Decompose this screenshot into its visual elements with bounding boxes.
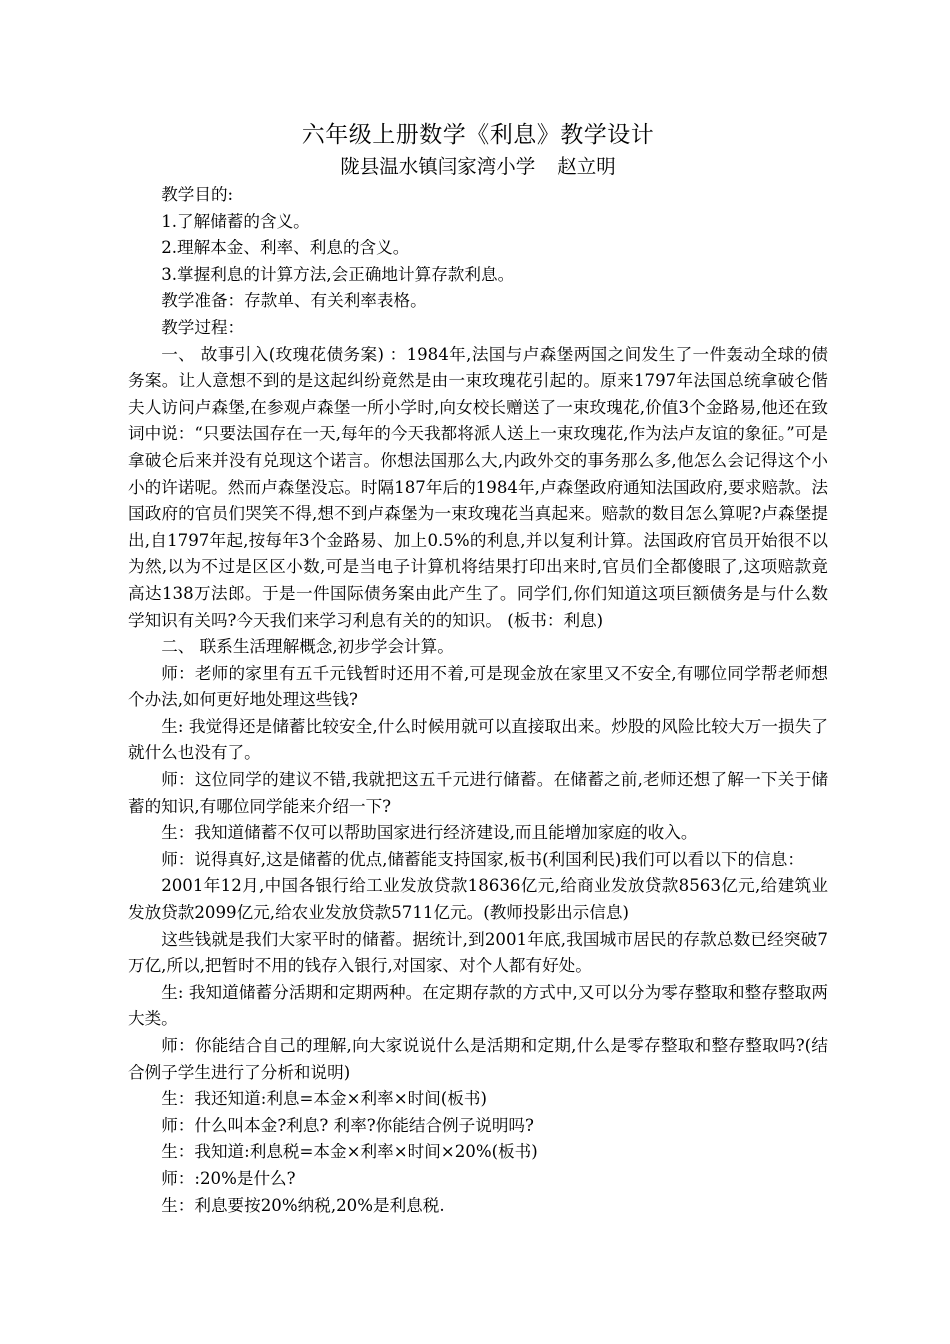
document-body: [128, 182, 828, 1219]
document-title: 六年级上册数学《利息》教学设计: [301, 122, 655, 148]
paragraph-objective-2: 2.理解本金、利率、利息的含义。: [161, 238, 410, 258]
paragraph-dialogue: 生：我还知道:利息=本金×利率×时间(板书): [161, 1089, 487, 1109]
paragraph-savings-stats: 这些钱就是我们大家平时的储蓄。据统计,到2001年底,我国城市居民的存款总数已经突破7万亿,所以,把暂时不用的钱存入银行,对国家、对个人都有好处。: [128, 929, 828, 976]
paragraph-dialogue: 师：老师的家里有五千元钱暂时还用不着,可是现金放在家里又不安全,有哪位同学帮老师想个办法,如何更好地处理这些钱?: [128, 663, 828, 710]
document-page: [128, 118, 828, 1219]
paragraph-section-2-heading: 二、 联系生活理解概念,初步学会计算。: [161, 637, 454, 657]
paragraph-objectives-heading: 教学目的:: [161, 185, 234, 204]
school-name: 陇县温水镇闫家湾小学: [340, 155, 536, 178]
document-byline: [128, 152, 828, 182]
paragraph-dialogue: 生：我知道储蓄不仅可以帮助国家进行经济建设,而且能增加家庭的收入。: [161, 823, 698, 843]
paragraph-dialogue: 师：什么叫本金?利息? 利率?你能结合例子说明吗?: [161, 1115, 534, 1135]
paragraph-dialogue: 师：说得真好,这是储蓄的优点,储蓄能支持国家,板书(利国利民)我们可以看以下的信息：: [161, 849, 804, 869]
paragraph-dialogue: 生: 我觉得还是储蓄比较安全,什么时候用就可以直接取出来。炒股的风险比较大万一损失了就什么也没有了。: [128, 716, 828, 763]
paragraph-objective-3: 3.掌握利息的计算方法,会正确地计算存款利息。: [161, 264, 515, 284]
paragraph-dialogue: 师：这位同学的建议不错,我就把这五千元进行储蓄。在储蓄之前,老师还想了解一下关于储蓄的知识,有哪位同学能来介绍一下?: [128, 770, 828, 816]
paragraph-preparation: 教学准备：存款单、有关利率表格。: [161, 291, 427, 311]
paragraph-story-intro: 一、 故事引入(玫瑰花债务案) ：1984年,法国与卢森堡两国之间发生了一件轰动全球的债务案。让人意想不到的是这起纠纷竟然是由一束玫瑰花引起的。原来1797年法国总统拿破仑偕夫人访问卢森堡,在参观卢森堡一所小学时,向女校长赠送了一束玫瑰花,价值3个金路易,他还在致词中说：“只要法国存在一天,每年的今天我都将派人送上一束玫瑰花,作为法卢友谊的象征。”可是拿破仑后来并没有兑现这个诺言。你想法国那么大,内政外交的事务那么多,他怎么会记得这个小小的许诺呢。然而卢森堡没忘。时隔187年后的1984年,卢森堡政府通知法国政府,要求赔款。法国政府的官员们哭笑不得,想不到卢森堡为一束玫瑰花当真起来。赔款的数目怎么算呢?卢森堡提出,自1797年起,按每年3个金路易、加上0.5%的利息,并以复利计算。法国政府官员开始很不以为然,以为不过是区区小数,可是当电子计算机将结果打印出来时,官员们全都傻眼了,这项赔款竟高达138万法郎。于是一件国际债务案由此产生了。同学们,你们知道这项巨额债务是与什么数学知识有关吗?今天我们来学习利息有关的的知识。 (板书：利息): [128, 344, 828, 630]
paragraph-objective-1: 1.了解储蓄的含义。: [161, 211, 310, 231]
paragraph-process-heading: 教学过程：: [161, 317, 245, 337]
paragraph-dialogue: 生：我知道:利息税=本金×利率×时间×20%(板书): [161, 1142, 538, 1162]
paragraph-dialogue: 师：你能结合自己的理解,向大家说说什么是活期和定期,什么是零存整取和整存整取吗?(结合例子学生进行了分析和说明): [128, 1036, 828, 1082]
paragraph-dialogue: 生：利息要按20%纳税,20%是利息税.: [161, 1195, 445, 1215]
paragraph-dialogue: 生: 我知道储蓄分活期和定期两种。在定期存款的方式中,又可以分为零存整取和整存整取两大类。: [128, 982, 828, 1029]
author-name: 赵立明: [557, 155, 616, 178]
paragraph-dialogue: 师：:20%是什么?: [161, 1168, 296, 1188]
paragraph-loan-info: 2001年12月,中国各银行给工业发放贷款18636亿元,给商业发放贷款8563亿元,给建筑业发放贷款2099亿元,给农业发放贷款5711亿元。(教师投影出示信息): [128, 876, 828, 923]
